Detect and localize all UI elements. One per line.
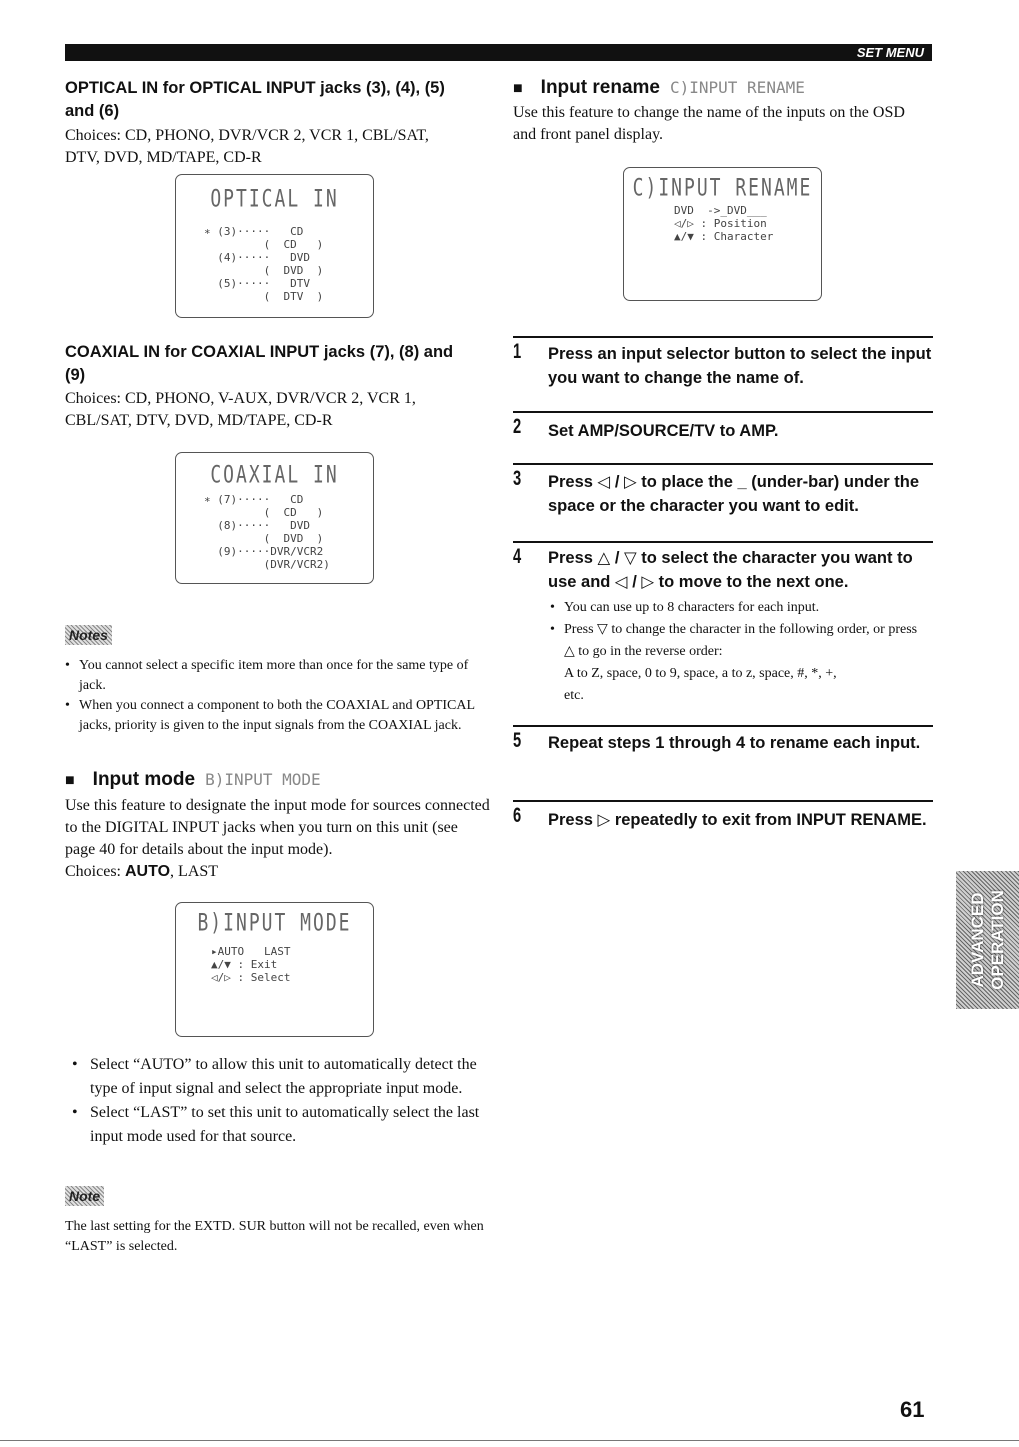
osd-lines: ∗ (3)····· CD ( CD ) (4)····· DVD ( DVD ) (5)····· DTV ( DTV ) xyxy=(204,225,324,303)
osd-title: COAXIAL IN xyxy=(210,461,339,490)
input-mode-bullets xyxy=(72,1053,482,1149)
step-divider xyxy=(513,411,933,413)
section-title: Input mode xyxy=(92,769,196,790)
osd-code: C)INPUT RENAME xyxy=(669,78,805,97)
step-divider xyxy=(513,463,933,465)
optical-choices: Choices: CD, PHONO, DVR/VCR 2, VCR 1, CBL/SAT, DTV, DVD, MD/TAPE, CD-R xyxy=(65,127,429,166)
input-mode-heading xyxy=(65,769,495,791)
osd-lines: ▸AUTO LAST ▲/▼ : Exit ◁/▷ : Select xyxy=(211,945,291,984)
coaxial-osd-screen xyxy=(175,452,374,584)
input-rename-osd-screen xyxy=(623,167,822,301)
osd-title: B)INPUT MODE xyxy=(197,909,352,938)
list-item: • Select “LAST” to set this unit to automatically select the last input mode used for that source. xyxy=(72,1101,482,1149)
input-mode-osd-screen xyxy=(175,902,374,1037)
step-number: 4 xyxy=(513,545,522,568)
list-item: • You can use up to 8 characters for each input. xyxy=(550,597,930,619)
section-marker: ■ xyxy=(65,772,75,789)
osd-lines: DVD ->_DVD___ ◁/▷ : Position ▲/▼ : Character xyxy=(674,204,774,243)
section-marker: ■ xyxy=(513,80,523,97)
list-item: • Press ▽ to change the character in the following order, or press △ to go in the reverse order: xyxy=(550,619,930,663)
list-item: • When you connect a component to both the COAXIAL and OPTICAL jacks, priority is given to the input signals from the COAXIAL jack. xyxy=(65,696,485,736)
input-rename-description: Use this feature to change the name of the inputs on the OSD and front panel display. xyxy=(513,104,905,143)
note-badge: Note xyxy=(65,1186,104,1206)
page-number: 61 xyxy=(900,1397,925,1422)
input-mode-description: Use this feature to designate the input mode for sources connected to the DIGITAL INPUT jacks when you turn on this unit (see page 40 for details about the input mode). xyxy=(65,797,490,858)
step-divider xyxy=(513,725,933,727)
step-number: 6 xyxy=(513,804,522,827)
step-divider xyxy=(513,800,933,802)
input-rename-heading xyxy=(513,77,943,99)
step-number: 1 xyxy=(513,340,522,363)
step-text: Press △ / ▽ to select the character you want to use and ◁ / ▷ to move to the next one. xyxy=(548,549,913,591)
step-text: Press ▷ repeatedly to exit from INPUT RENAME. xyxy=(548,811,927,829)
osd-title: OPTICAL IN xyxy=(210,185,339,214)
note-text: The last setting for the EXTD. SUR button will not be recalled, even when “LAST” is selected. xyxy=(65,1219,484,1254)
list-item: • You cannot select a specific item more than once for the same type of jack. xyxy=(65,656,485,696)
input-mode-choices: Choices: AUTO, LAST xyxy=(65,863,219,880)
osd-title: C)INPUT RENAME xyxy=(632,174,813,203)
step4-sequence: A to Z, space, 0 to 9, space, a to z, space, #, *, +, etc. xyxy=(564,666,837,703)
step4-bullets xyxy=(550,597,930,663)
step-text: Press an input selector button to select the input you want to change the name of. xyxy=(548,345,932,387)
step-number: 3 xyxy=(513,467,522,490)
header-bar xyxy=(65,44,932,61)
section-side-tab xyxy=(956,871,1019,1009)
section-label: SET MENU xyxy=(856,45,924,60)
osd-code: B)INPUT MODE xyxy=(205,770,321,789)
optical-osd-screen xyxy=(175,174,374,318)
step-text: Repeat steps 1 through 4 to rename each input. xyxy=(548,734,921,752)
section-title: Input rename xyxy=(540,77,660,98)
osd-lines: ∗ (7)····· CD ( CD ) (8)····· DVD ( DVD ) (9)·····DVR/VCR2 (DVR/VCR2) xyxy=(204,493,330,571)
optical-heading: OPTICAL IN for OPTICAL INPUT jacks (3), (4), (5) and (6) xyxy=(65,79,445,120)
side-tab-label: ADVANCED OPERATION xyxy=(968,890,1007,990)
notes-badge: Notes xyxy=(65,625,112,645)
step-text: Press ◁ / ▷ to place the _ (under-bar) under the space or the character you want to edit. xyxy=(548,473,920,515)
bottom-edge-rule xyxy=(0,1440,1019,1441)
step-divider xyxy=(513,541,933,543)
notes-list xyxy=(65,656,485,736)
step-divider xyxy=(513,336,933,338)
list-item: • Select “AUTO” to allow this unit to automatically detect the type of input signal and select the appropriate input mode. xyxy=(72,1053,482,1101)
coaxial-heading: COAXIAL IN for COAXIAL INPUT jacks (7), (8) and (9) xyxy=(65,343,454,384)
step-number: 2 xyxy=(513,415,522,438)
step-number: 5 xyxy=(513,729,522,752)
coaxial-choices: Choices: CD, PHONO, V-AUX, DVR/VCR 2, VCR 1, CBL/SAT, DTV, DVD, MD/TAPE, CD-R xyxy=(65,390,416,429)
step-text: Set AMP/SOURCE/TV to AMP. xyxy=(548,422,779,440)
